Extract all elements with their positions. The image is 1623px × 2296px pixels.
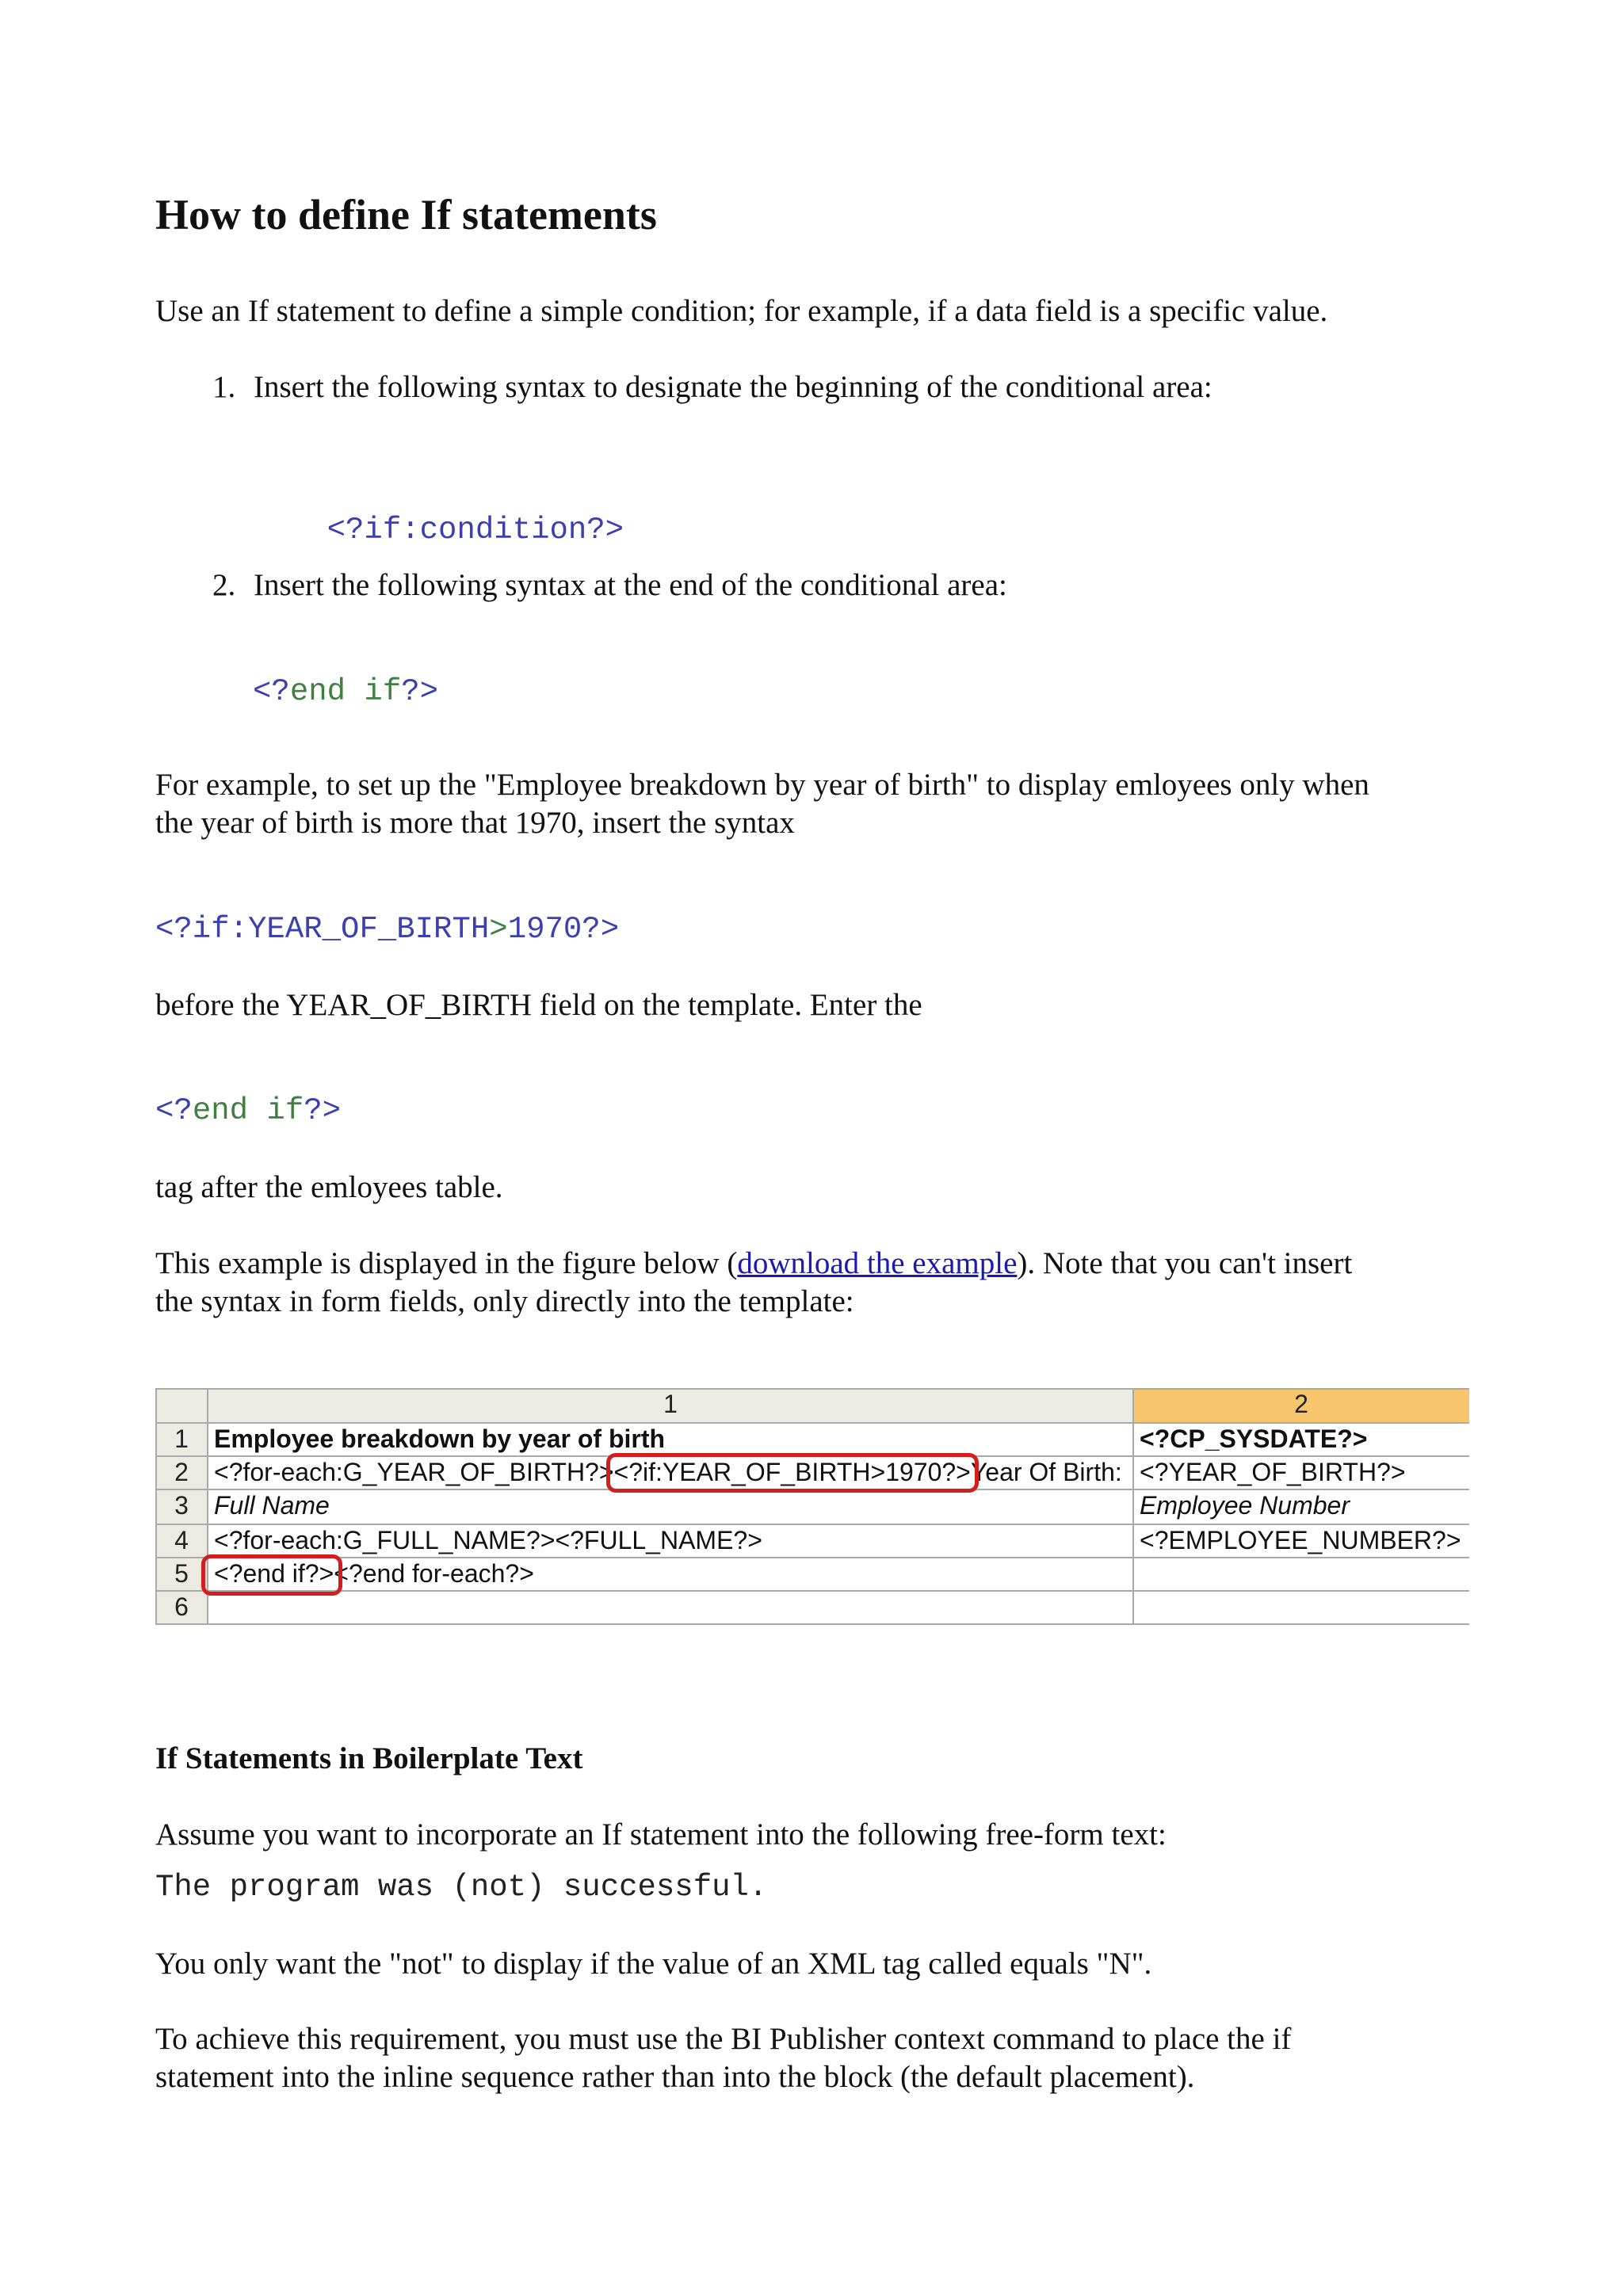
code-end-if-step — [253, 673, 438, 711]
row-header-3: 3 — [155, 1489, 208, 1524]
row-header-6: 6 — [155, 1591, 208, 1624]
step-2-number: 2. — [212, 568, 236, 602]
boilerplate-heading: If Statements in Boilerplate Text — [155, 1741, 583, 1775]
row-header-4: 4 — [155, 1524, 208, 1558]
corner-cell — [155, 1388, 208, 1423]
column-header-1: 1 — [208, 1388, 1133, 1423]
code-part-keyword: end if — [289, 674, 402, 709]
figure-text-pre-link: This example is displayed in the figure below ( — [155, 1246, 738, 1280]
code-end-if-close: ?> — [304, 1093, 342, 1128]
code-part-close: ?> — [401, 674, 439, 709]
cell-r6-c1[interactable] — [209, 1591, 1132, 1624]
cell-r2-c1-label: Year Of Birth: — [970, 1458, 1122, 1486]
cell-r2-c1-foreach: <?for-each:G_YEAR_OF_BIRTH?> — [214, 1458, 614, 1486]
boilerplate-code: The program was (not) successful. — [155, 1870, 768, 1905]
code-if-condition-text: <?if:condition?> — [327, 513, 624, 547]
step-1-number: 1. — [212, 370, 236, 404]
grid-line — [1132, 1388, 1134, 1624]
code-end-if-open: <? — [155, 1093, 193, 1128]
figure-paragraph-line-2: the syntax in form fields, only directly into the template: — [155, 1284, 854, 1318]
achieve-paragraph-line-2: statement into the inline sequence rather than into the block (the default placement). — [155, 2060, 1195, 2094]
code-if-year-prefix: <?if:YEAR_OF_BIRTH — [155, 912, 490, 947]
cell-r4-c1[interactable]: <?for-each:G_FULL_NAME?><?FULL_NAME?> — [214, 1526, 762, 1554]
tag-after-paragraph: tag after the emloyees table. — [155, 1170, 503, 1204]
example-paragraph-line-1: For example, to set up the "Employee breakdown by year of birth" to display emloyees only when — [155, 768, 1369, 802]
cell-r5-c1-end-foreach: <?end for-each?> — [334, 1559, 534, 1588]
step-2-text: Insert the following syntax at the end of the conditional area: — [254, 568, 1007, 602]
figure-paragraph-line-1 — [155, 1245, 1352, 1283]
grid-line — [155, 1388, 157, 1624]
page-title: How to define If statements — [155, 191, 657, 238]
intro-paragraph: Use an If statement to define a simple condition; for example, if a data field is a specific value. — [155, 294, 1328, 328]
example-paragraph-line-2: the year of birth is more that 1970, insert the syntax — [155, 806, 795, 840]
row-header-1: 1 — [155, 1423, 208, 1456]
spreadsheet-figure — [155, 1388, 1469, 1627]
cell-r1-c1[interactable]: Employee breakdown by year of birth — [214, 1425, 666, 1453]
download-example-link[interactable]: download the example — [737, 1246, 1018, 1280]
column-header-2: 2 — [1133, 1388, 1469, 1423]
boilerplate-intro: Assume you want to incorporate an If statement into the following free-form text: — [155, 1817, 1167, 1852]
cell-r2-c2[interactable]: <?YEAR_OF_BIRTH?> — [1140, 1458, 1406, 1486]
grid-line — [155, 1623, 1469, 1625]
cell-r2-c1-if: <?if:YEAR_OF_BIRTH>1970?> — [613, 1458, 971, 1486]
cell-r3-c2[interactable]: Employee Number — [1140, 1491, 1350, 1520]
cell-r5-c1[interactable] — [209, 1558, 1132, 1591]
step-1-text: Insert the following syntax to designate the beginning of the conditional area: — [254, 370, 1212, 404]
code-if-year-operator: > — [489, 912, 508, 947]
highlight-end-if — [201, 1554, 342, 1596]
code-part-open: <? — [253, 674, 290, 709]
achieve-paragraph-line-1: To achieve this requirement, you must use the BI Publisher context command to place the if — [155, 2022, 1292, 2056]
grid-line — [155, 1422, 1469, 1424]
grid-line — [155, 1524, 1469, 1525]
code-if-year-suffix: 1970?> — [507, 912, 620, 947]
grid-line — [155, 1590, 1469, 1592]
code-end-if — [155, 1092, 341, 1130]
grid-line — [155, 1388, 1469, 1390]
cell-r3-c1[interactable]: Full Name — [214, 1491, 330, 1520]
before-field-paragraph: before the YEAR_OF_BIRTH field on the template. Enter the — [155, 988, 922, 1022]
row-header-2: 2 — [155, 1456, 208, 1489]
grid-line — [155, 1557, 1469, 1558]
highlight-if-condition — [606, 1453, 979, 1493]
code-if-year-of-birth — [155, 910, 619, 948]
cell-r5-c1-end-if: <?end if?> — [214, 1559, 334, 1588]
cell-r5-c2[interactable] — [1135, 1558, 1469, 1591]
row-header-5: 5 — [155, 1558, 208, 1591]
not-display-paragraph: You only want the "not" to display if the value of an XML tag called equals "N". — [155, 1947, 1152, 1981]
cell-r4-c2[interactable]: <?EMPLOYEE_NUMBER?> — [1140, 1526, 1461, 1554]
figure-text-post-link: ). Note that you can't insert — [1017, 1246, 1353, 1280]
cell-r6-c2[interactable] — [1135, 1591, 1469, 1624]
cell-r1-c2[interactable]: <?CP_SYSDATE?> — [1140, 1425, 1368, 1453]
step-1 — [212, 368, 1401, 406]
code-end-if-keyword: end if — [192, 1093, 304, 1128]
step-2 — [212, 566, 1401, 605]
